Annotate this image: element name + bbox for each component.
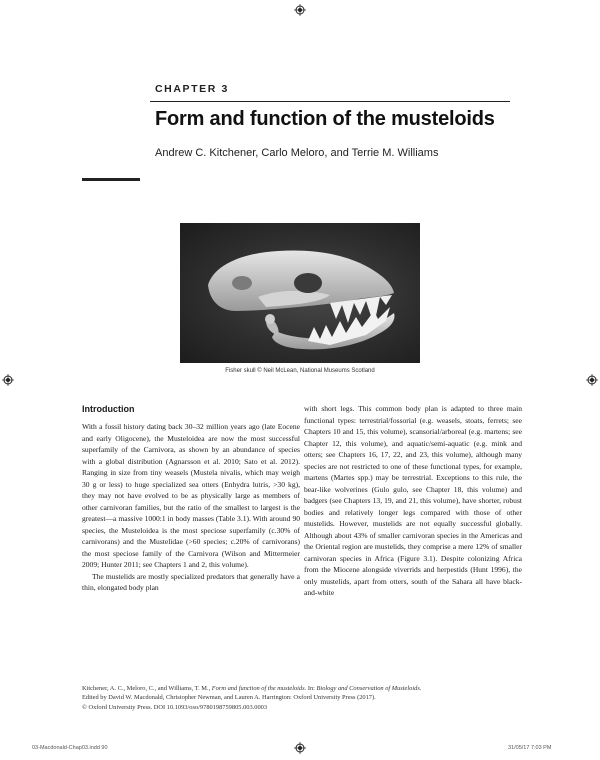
citation-line-2: Edited by David W. Macdonald, Christopher Newman, and Lauren A. Harrington: Oxford University Press (2017).	[82, 694, 376, 702]
registration-mark-left-icon	[2, 374, 14, 386]
citation-block	[82, 684, 522, 712]
citation-in-label: In:	[306, 685, 317, 692]
chapter-authors: Andrew C. Kitchener, Carlo Meloro, and Terrie M. Williams	[155, 147, 439, 159]
skull-photo	[180, 223, 420, 363]
citation-authors: Kitchener, A. C., Meloro, C., and Williams, T. M.,	[82, 685, 212, 692]
slug-datetime: 31/05/17 7:03 PM	[508, 745, 552, 751]
chapter-label: CHAPTER 3	[155, 83, 229, 95]
citation-line-3: © Oxford University Press. DOI 10.1093/oso/9780198759805.003.0003	[82, 703, 268, 711]
chapter-title: Form and function of the musteloids	[155, 108, 495, 130]
citation-line-1	[82, 684, 522, 693]
text-column-left	[82, 403, 300, 594]
slug-filename: 03-Macdonald-Chap03.indd 90	[32, 745, 108, 751]
citation-book-title: Biology and Conservation of Musteloids.	[316, 685, 422, 692]
section-rule	[82, 178, 140, 181]
paragraph-1: With a fossil history dating back 30–32 million years ago (late Eocene and early Oligocene), the Musteloidea are now the most successful superfamily of the Carnivora, as shown by an abundance of species with a global distribution (Agnarsson et al. 2010; Sato et al. 2012). Ranging in size from tiny weasels (Mustela nivalis, which may weigh 30 g or less) to huge specialized sea otters (Enhydra lutris, >30 kg), they may not have evolved to be as physically large as members of other carnivoran families, but the ratio of the smallest to largest is the greatest—a massive 1000:1 in body masses (Table 3.1). With around 90 species, the Musteloidea is the most speciose superfamily (c.30% of carnivorans) and the Mustelidae (>60 species; c.20% of carnivorans) the most speciose family of the Carnivora (Wilson and Mittermeier 2009; Hunter 2011; see Chapters 1 and 2, this volume).	[82, 422, 300, 569]
registration-mark-right-icon	[586, 374, 598, 386]
chapter-rule	[150, 101, 510, 102]
paragraph-3: with short legs. This common body plan is adapted to three main functional types: terrestrial/fossorial (e.g. weasels, stoats, ferrets; see Chapters 10 and 15, this volume), scansorial/arboreal (e.g. martens; see Chapter 12, this volume), and aquatic/semi-aquatic (e.g. mink and otters; see Chapters 16, 17, 22, and 23, this volume), although many species are not restricted to one of these functional types, for example, martens (Martes spp.) may be terrestrial. Exceptions to this rule, the bear-like wolverines (Gulo gulo, see Chapter 18, this volume) and badgers (see Chapters 13, 19, and 21, this volume), have shorter, robust bodies and relatively longer legs compared with those of other mustelids. However, mustelids are not equally successful globally. Although about 43% of smaller carnivoran species in the Americas and the Oriental region are mustelids, they comprise a mere 12% of smaller carnivoran species in Africa (Figure 3.1). Despite colonizing Africa from the Miocene alongside viverrids and herpestids (Hunt 1996), the only mustelids, apart from otters, south of the Sahara all have black-and-white	[304, 404, 522, 597]
registration-mark-top-icon	[294, 4, 306, 16]
text-column-right	[304, 403, 522, 599]
citation-chapter-title: Form and function of the musteloids.	[211, 685, 307, 692]
registration-mark-bottom-icon	[294, 742, 306, 754]
section-heading: Introduction	[82, 404, 135, 414]
paragraph-2: The mustelids are mostly specialized predators that generally have a thin, elongated body plan	[82, 571, 300, 592]
figure-caption: Fisher skull © Neil McLean, National Museums Scotland	[225, 368, 375, 374]
